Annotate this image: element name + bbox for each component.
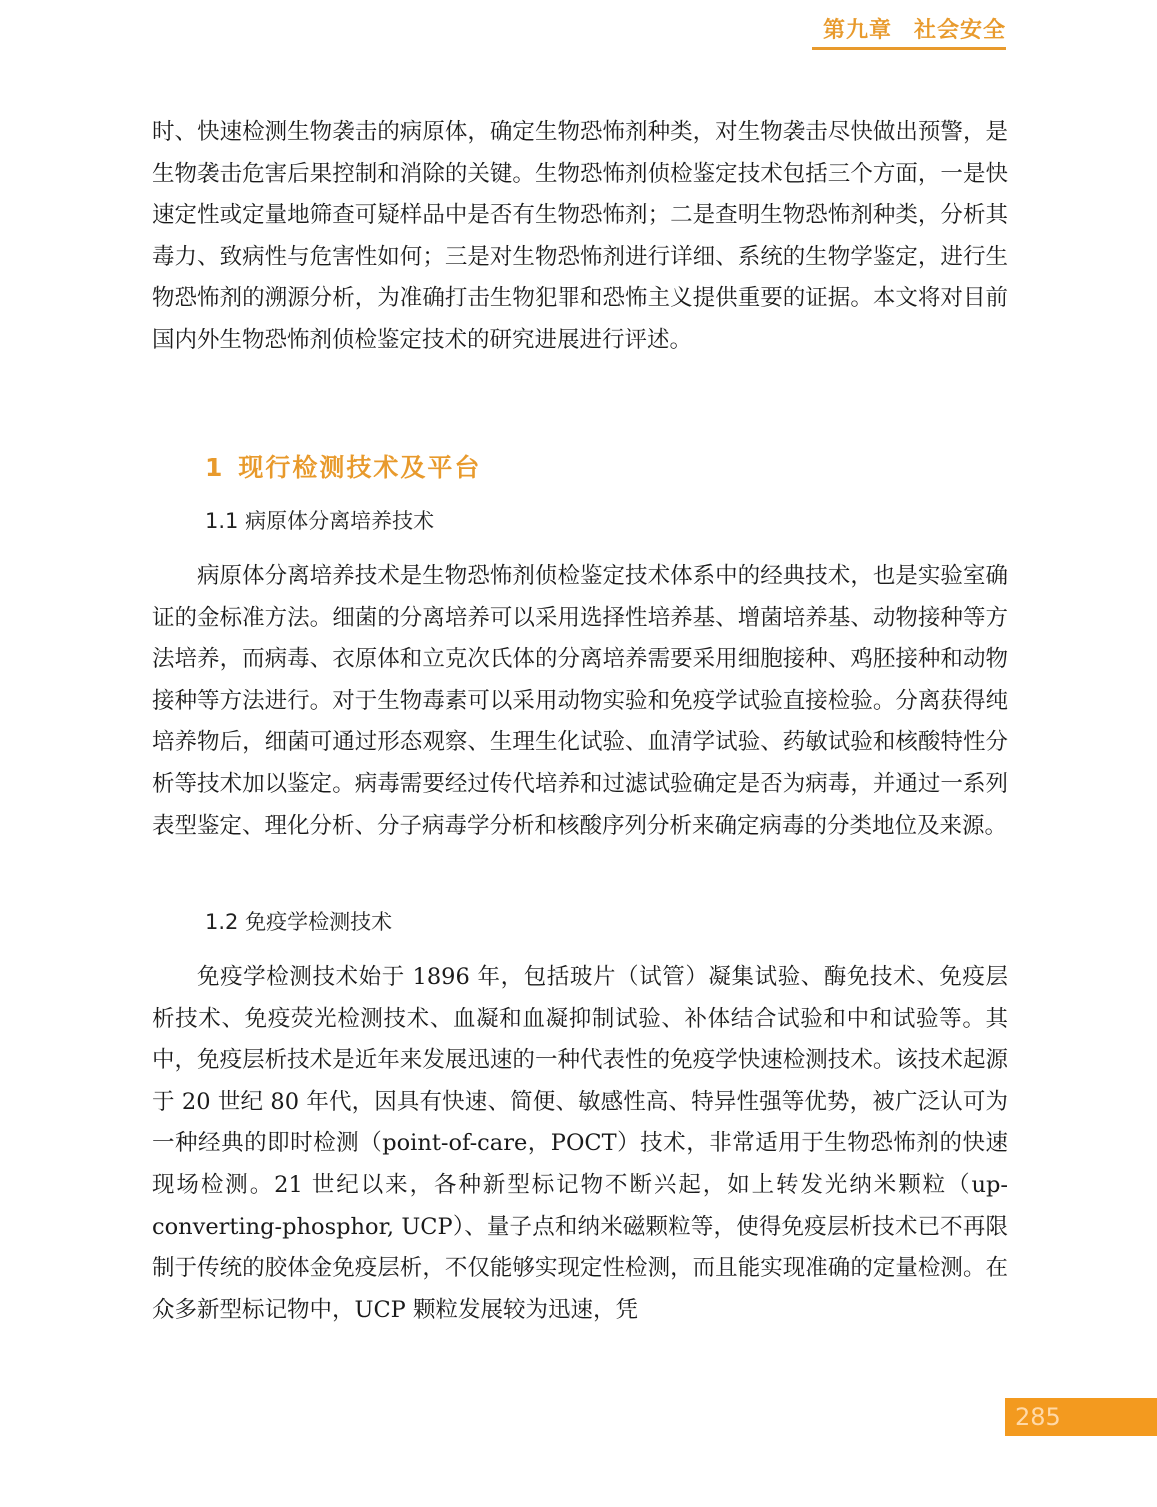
subsection-heading-1-1: 1.1 病原体分离培养技术 (205, 509, 435, 533)
subsection-paragraph-1-2: 免疫学检测技术始于 1896 年，包括玻片（试管）凝集试验、酶免技术、免疫层析技术、免疫荧光检测技术、血凝和血凝抑制试验、补体结合试验和中和试验等。其中，免疫层析技术是近年来发展迅速的一种代表性的免疫学快速检测技术。该技术起源于 20 世纪 80 年代，因具有快速、简便、敏感性高、特异性强等优势，被广泛认可为一种经典的即时检测（point-of-care，POCT）技术，非常适用于生物恐怖剂的快速现场检测。21 世纪以来，各种新型标记物不断兴起，如上转发光纳米颗粒（up-converting-phosphor, UCP）、量子点和纳米磁颗粒等，使得免疫层析技术已不再限制于传统的胶体金免疫层析，不仅能够实现定性检测，而且能实现准确的定量检测。在众多新型标记物中，UCP 颗粒发展较为迅速，凭 (152, 964, 1008, 1323)
section-heading (205, 448, 481, 488)
header-rule (812, 47, 1006, 50)
chapter-number: 第九章 (822, 18, 892, 43)
running-header (812, 16, 1006, 50)
intro-paragraph: 时、快速检测生物袭击的病原体，确定生物恐怖剂种类，对生物袭击尽快做出预警，是生物袭击危害后果控制和消除的关键。生物恐怖剂侦检鉴定技术包括三个方面，一是快速定性或定量地筛查可疑样品中是否有生物恐怖剂；二是查明生物恐怖剂种类，分析其毒力、致病性与危害性如何；三是对生物恐怖剂进行详细、系统的生物学鉴定，进行生物恐怖剂的溯源分析，为准确打击生物犯罪和恐怖主义提供重要的证据。本文将对目前国内外生物恐怖剂侦检鉴定技术的研究进展进行评述。 (152, 119, 1008, 353)
section-title: 现行检测技术及平台 (238, 453, 482, 482)
page-number: 285 (1005, 1398, 1157, 1436)
subsection-heading-1-2: 1.2 免疫学检测技术 (205, 910, 393, 934)
section-number: 1 (205, 453, 225, 482)
subsection-paragraph-1-1: 病原体分离培养技术是生物恐怖剂侦检鉴定技术体系中的经典技术，也是实验室确证的金标准方法。细菌的分离培养可以采用选择性培养基、增菌培养基、动物接种等方法培养，而病毒、衣原体和立克次氏体的分离培养需要采用细胞接种、鸡胚接种和动物接种等方法进行。对于生物毒素可以采用动物实验和免疫学试验直接检验。分离获得纯培养物后，细菌可通过形态观察、生理生化试验、血清学试验、药敏试验和核酸特性分析等技术加以鉴定。病毒需要经过传代培养和过滤试验确定是否为病毒，并通过一系列表型鉴定、理化分析、分子病毒学分析和核酸序列分析来确定病毒的分类地位及来源。 (152, 563, 1008, 839)
chapter-title: 社会安全 (913, 18, 1006, 43)
